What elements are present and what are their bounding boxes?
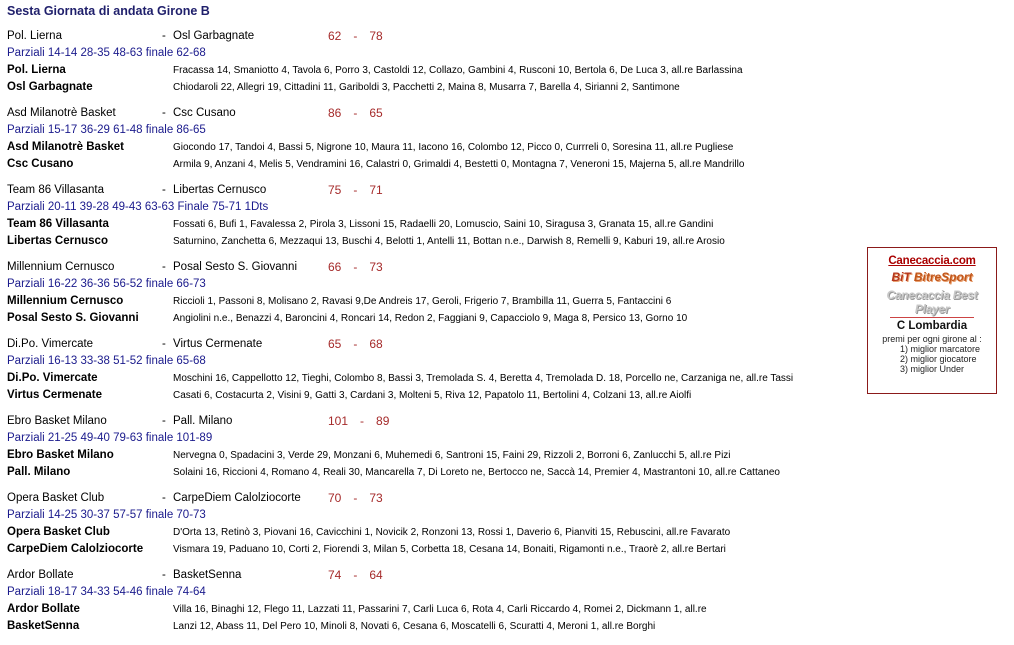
match-separator: - [162, 415, 166, 427]
home-team-label: Pol. Lierna [7, 64, 66, 76]
ad-league: C Lombardia [896, 320, 968, 332]
home-team-name: Di.Po. Vimercate [7, 338, 94, 350]
partial-scores: Parziali 14-25 30-37 57-57 finale 70-73 [7, 509, 206, 521]
home-roster: Fracassa 14, Smaniotto 4, Tavola 6, Porro 3, Castoldi 12, Collazo, Gambini 4, Rusconi 10, Bertola 6, De Luca 3, all.re Barlassina [173, 65, 743, 76]
away-roster: Angiolini n.e., Benazzi 4, Baroncini 4, Roncari 14, Redon 2, Faggiani 9, Capacciolo 9, Maga 8, Persico 13, Gorno 10 [173, 313, 688, 324]
away-score: 64 [369, 568, 383, 582]
score-separator: - [353, 491, 358, 505]
away-team-name: Osl Garbagnate [173, 30, 255, 42]
away-team-label: Osl Garbagnate [7, 81, 93, 93]
home-team-label: Asd Milanotrè Basket [7, 141, 124, 153]
away-score: 78 [369, 29, 383, 43]
home-roster: Nervegna 0, Spadacini 3, Verde 29, Monzani 6, Muhemedi 6, Santroni 15, Faini 29, Rizzoli 2, Borroni 6, Zanlucchi 5, all.re Pizi [173, 450, 731, 461]
game-block [0, 491, 860, 568]
page-title: Sesta Giornata di andata Girone B [7, 4, 210, 18]
game-block [0, 29, 860, 106]
away-score: 73 [369, 491, 383, 505]
home-team-label: Opera Basket Club [7, 526, 110, 538]
game-block [0, 106, 860, 183]
match-score [328, 414, 389, 428]
partial-scores: Parziali 20-11 39-28 49-43 63-63 Finale 75-71 1Dts [7, 201, 269, 213]
away-roster: Armila 9, Anzani 4, Melis 5, Vendramini 16, Calastri 0, Grimaldi 4, Bestetti 0, Montagna 7, Veneroni 15, Majerna 5, all.re Mandrillo [173, 159, 745, 170]
away-team-name: BasketSenna [173, 569, 242, 581]
match-score [328, 106, 383, 120]
home-team-label: Ebro Basket Milano [7, 449, 114, 461]
home-score: 70 [328, 491, 342, 505]
game-block [0, 337, 860, 414]
away-team-label: Libertas Cernusco [7, 235, 108, 247]
home-team-label: Team 86 Villasanta [7, 218, 109, 230]
away-team-name: Libertas Cernusco [173, 184, 267, 196]
partial-scores: Parziali 21-25 49-40 79-63 finale 101-89 [7, 432, 213, 444]
away-score: 73 [369, 260, 383, 274]
home-score: 101 [328, 414, 349, 428]
home-score: 66 [328, 260, 342, 274]
home-roster: Fossati 6, Bufi 1, Favalessa 2, Pirola 3, Lissoni 15, Radaelli 20, Lomuscio, Saini 10, Siragusa 3, Granata 15, all.re Gandini [173, 219, 714, 230]
game-block [0, 414, 860, 491]
away-team-label: BasketSenna [7, 620, 80, 632]
match-separator: - [162, 492, 166, 504]
home-team-label: Ardor Bollate [7, 603, 80, 615]
away-roster: Chiodaroli 22, Allegri 19, Cittadini 11, Gariboldi 3, Pacchetti 2, Maina 8, Musarra 7, Barella 4, Sirianni 2, Santimone [173, 82, 680, 93]
sponsor-logo-icon: BiT [891, 270, 911, 284]
match-score [328, 183, 383, 197]
match-score [328, 491, 383, 505]
match-separator: - [162, 569, 166, 581]
home-team-label: Di.Po. Vimercate [7, 372, 98, 384]
partial-scores: Parziali 18-17 34-33 54-46 finale 74-64 [7, 586, 206, 598]
sponsor-banner[interactable] [867, 247, 997, 394]
score-separator: - [353, 260, 358, 274]
home-score: 65 [328, 337, 342, 351]
home-score: 75 [328, 183, 342, 197]
away-score: 65 [369, 106, 383, 120]
ad-best-player: Canecaccia Best Player [886, 288, 978, 316]
away-team-label: CarpeDiem Calolziocorte [7, 543, 144, 555]
home-roster: Villa 16, Binaghi 12, Flego 11, Lazzati 11, Passarini 7, Carli Luca 6, Rota 4, Carli Riccardo 4, Romei 2, Dickmann 1, all.re [173, 604, 707, 615]
home-roster: Giocondo 17, Tandoi 4, Bassi 5, Nigrone 10, Maura 11, Iacono 16, Colombo 12, Picco 0, Currreli 0, Soresina 11, all.re Pugliese [173, 142, 734, 153]
ad-prize-list [900, 344, 996, 374]
game-block [0, 568, 860, 645]
ad-divider [890, 317, 974, 318]
match-score [328, 29, 383, 43]
away-team-name: Csc Cusano [173, 107, 236, 119]
ad-prize-item: 1) miglior marcatore [900, 344, 981, 354]
away-team-label: Pall. Milano [7, 466, 71, 478]
away-roster: Lanzi 12, Abass 11, Del Pero 10, Minoli 8, Novati 6, Cesana 6, Moscatelli 6, Scuratti 4, Meroni 1, all.re Borghi [173, 621, 656, 632]
away-score: 71 [369, 183, 383, 197]
partial-scores: Parziali 14-14 28-35 48-63 finale 62-68 [7, 47, 206, 59]
home-team-name: Opera Basket Club [7, 492, 105, 504]
score-separator: - [353, 183, 358, 197]
home-team-label: Millennium Cernusco [7, 295, 124, 307]
score-separator: - [353, 337, 358, 351]
match-score [328, 568, 383, 582]
game-block [0, 183, 860, 260]
home-team-name: Team 86 Villasanta [7, 184, 104, 196]
match-separator: - [162, 338, 166, 350]
away-team-name: Posal Sesto S. Giovanni [173, 261, 298, 273]
home-roster: Moschini 16, Cappellotto 12, Tieghi, Colombo 8, Bassi 3, Tremolada S. 4, Beretta 4, Tremolada D. 18, Porcello ne, Carzaniga ne, all.re Tassi [173, 373, 794, 384]
match-score [328, 337, 383, 351]
score-separator: - [353, 568, 358, 582]
partial-scores: Parziali 16-13 33-38 51-52 finale 65-68 [7, 355, 206, 367]
home-score: 86 [328, 106, 342, 120]
game-block [0, 260, 860, 337]
match-separator: - [162, 30, 166, 42]
match-separator: - [162, 107, 166, 119]
home-team-name: Ardor Bollate [7, 569, 74, 581]
ad-site-link[interactable]: Canecaccia.com [888, 255, 976, 267]
home-roster: Riccioli 1, Passoni 8, Molisano 2, Ravasi 9,De Andreis 17, Geroli, Frigerio 7, Brambilla 11, Guerra 5, Fantaccini 6 [173, 296, 672, 307]
away-roster: Vismara 19, Paduano 10, Corti 2, Fiorendi 3, Milan 5, Corbetta 18, Cesana 14, Bonaiti, Rigamonti n.e., Traorè 2, all.re Bertari [173, 544, 726, 555]
score-separator: - [360, 414, 365, 428]
away-roster: Casati 6, Costacurta 2, Visini 9, Gatti 3, Cardani 3, Molteni 5, Riva 12, Papatolo 11, Bertolini 4, Colzani 13, all.re Aiolfi [173, 390, 692, 401]
ad-sponsor-name: BitreSport [913, 270, 973, 284]
home-team-name: Millennium Cernusco [7, 261, 115, 273]
home-score: 62 [328, 29, 342, 43]
ad-sponsor-logo [868, 270, 996, 284]
home-team-name: Pol. Lierna [7, 30, 62, 42]
score-separator: - [353, 29, 358, 43]
partial-scores: Parziali 15-17 36-29 61-48 finale 86-65 [7, 124, 206, 136]
home-team-name: Asd Milanotrè Basket [7, 107, 116, 119]
away-score: 68 [369, 337, 383, 351]
home-team-name: Ebro Basket Milano [7, 415, 107, 427]
match-score [328, 260, 383, 274]
away-team-name: CarpeDiem Calolziocorte [173, 492, 301, 504]
home-score: 74 [328, 568, 342, 582]
away-team-label: Posal Sesto S. Giovanni [7, 312, 139, 324]
match-separator: - [162, 184, 166, 196]
away-team-label: Csc Cusano [7, 158, 74, 170]
match-separator: - [162, 261, 166, 273]
away-roster: Saturnino, Zanchetta 6, Mezzaqui 13, Buschi 4, Belotti 1, Antelli 11, Bottan n.e., Darwish 8, Remelli 9, Kaburi 19, all.re Arosio [173, 236, 725, 247]
ad-prize-item: 3) miglior Under [900, 364, 965, 374]
away-team-label: Virtus Cermenate [7, 389, 103, 401]
away-team-name: Virtus Cermenate [173, 338, 263, 350]
away-team-name: Pall. Milano [173, 415, 233, 427]
away-score: 89 [376, 414, 390, 428]
ad-prem-line: premi per ogni girone al : [882, 334, 982, 344]
home-roster: D'Orta 13, Retinò 3, Piovani 16, Cavicchini 1, Novicik 2, Ronzoni 13, Rossi 1, Daverio 6, Pianviti 15, Rebuscini, all.re Favarato [173, 527, 731, 538]
score-separator: - [353, 106, 358, 120]
ad-prize-item: 2) miglior giocatore [900, 354, 977, 364]
away-roster: Solaini 16, Riccioni 4, Romano 4, Reali 30, Mancarella 7, Di Loreto ne, Bertocco ne, Saccà 14, Premier 4, Mastrantoni 10, all.re Cattaneo [173, 467, 780, 478]
partial-scores: Parziali 16-22 36-36 56-52 finale 66-73 [7, 278, 206, 290]
